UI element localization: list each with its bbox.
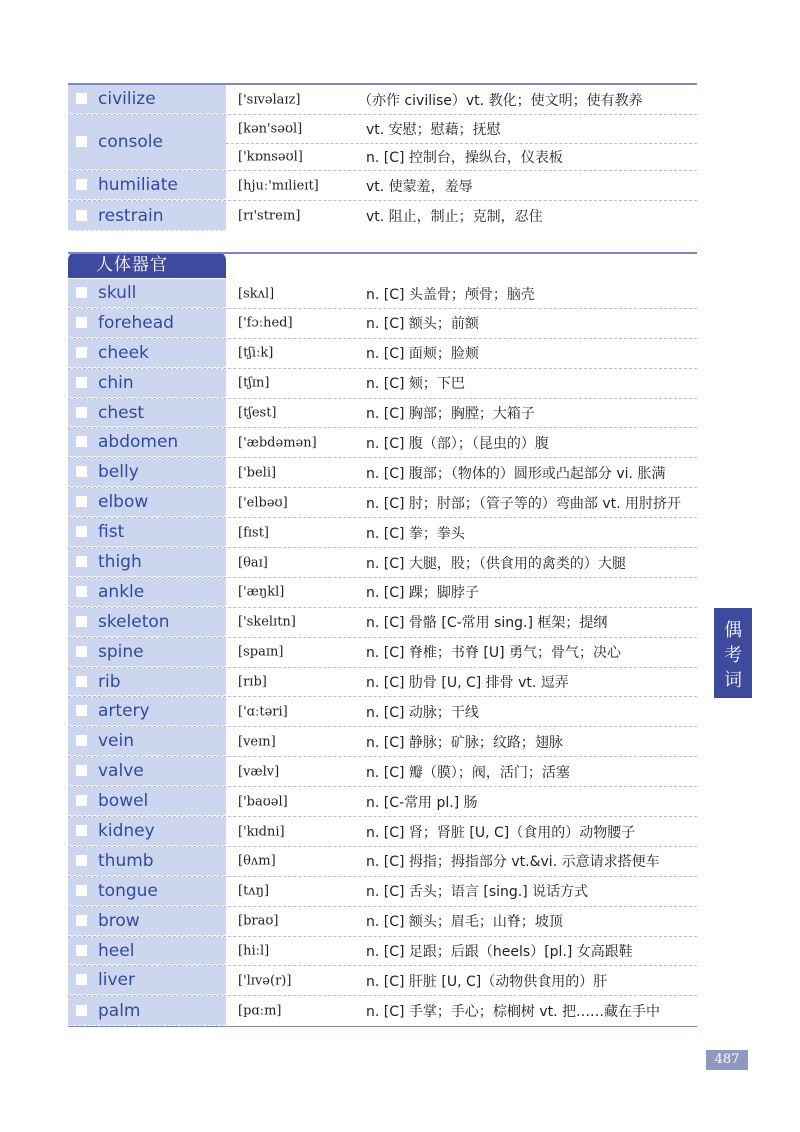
phonetic: ['kɪdni]	[238, 824, 285, 840]
phonetic: ['æŋkl]	[238, 584, 285, 600]
definition: n. [C] 颏；下巴	[366, 376, 465, 393]
definition: n. [C] 足跟；后跟（heels）[pl.] 女高跟鞋	[366, 944, 633, 961]
bullet-icon	[76, 93, 87, 104]
definition: n. [C] 踝；脚脖子	[366, 585, 479, 602]
definition: n. [C] 拇指；拇指部分 vt.&vi. 示意请求搭便车	[366, 854, 660, 871]
vocab-row	[68, 458, 697, 488]
definition: n. [C] 额头；眉毛；山脊；坡顶	[366, 914, 563, 931]
definition: n. [C] 拳；拳头	[366, 525, 465, 542]
definition: n. [C] 肾；肾脏 [U, C]（食用的）动物腰子	[366, 824, 636, 841]
bullet-icon	[76, 705, 87, 716]
vocab-word: cheek	[98, 342, 149, 363]
phonetic: [rɪb]	[238, 674, 267, 690]
page-number: 487	[706, 1050, 748, 1070]
section-rule	[68, 252, 697, 254]
bottom-rule	[68, 1026, 697, 1027]
vocab-row	[68, 787, 697, 817]
definition: n. [C] 大腿，股；（供食用的禽类的）大腿	[366, 555, 626, 572]
definition: n. [C] 面颊；脸颊	[366, 346, 479, 363]
vocab-row	[68, 339, 697, 369]
phonetic: [θʌm]	[238, 853, 276, 869]
bullet-icon	[76, 179, 87, 190]
bullet-icon	[76, 377, 87, 388]
vocab-row	[68, 518, 697, 548]
vocab-row	[68, 877, 697, 907]
phonetic: ['elbəʊ]	[238, 495, 288, 511]
phonetic: [tʃest]	[238, 405, 277, 421]
phonetic: [hjuː'mɪlieɪt]	[238, 178, 319, 194]
vocab-word: palm	[98, 1000, 141, 1021]
bullet-icon	[76, 526, 87, 537]
definition: n. [C] 瓣（膜）；阀，活门；活塞	[366, 764, 570, 781]
vocab-word: brow	[98, 910, 140, 931]
bullet-icon	[76, 915, 87, 926]
definition: n. [C] 动脉；干线	[366, 704, 479, 721]
definition: n. [C-常用 pl.] 肠	[366, 794, 478, 811]
definition: n. [C] 腹（部）；（昆虫的）腹	[366, 435, 549, 452]
definition: n. [C] 额头；前额	[366, 316, 479, 333]
bullet-icon	[76, 735, 87, 746]
vocab-word: abdomen	[98, 432, 179, 453]
side-tab-char: 偶	[724, 620, 742, 641]
definition: vt. 使蒙羞，羞辱	[366, 179, 473, 195]
definition: n. [C] 骨骼 [C-常用 sing.] 框架；提纲	[366, 615, 608, 632]
vocab-row	[68, 488, 697, 518]
bullet-icon	[76, 496, 87, 507]
definition: （亦作 civilise）vt. 教化；使文明；使有教养	[358, 93, 643, 109]
vocab-word: rib	[98, 671, 121, 692]
bullet-icon	[76, 586, 87, 597]
vocab-row	[68, 201, 697, 231]
vocab-row	[68, 399, 697, 429]
bullet-icon	[76, 210, 87, 221]
phonetic: [spaɪn]	[238, 644, 284, 660]
definition: n. [C] 胸部；胸膛；大箱子	[366, 406, 535, 423]
phonetic: ['baʊəl]	[238, 794, 288, 810]
bullet-icon	[76, 407, 87, 418]
vocab-row	[68, 996, 697, 1026]
vocab-table-body-organs	[68, 279, 697, 1026]
vocab-word: thumb	[98, 850, 154, 871]
phonetic: [braʊ]	[238, 913, 279, 929]
bullet-icon	[76, 646, 87, 657]
vocab-word: ankle	[98, 581, 145, 602]
definition: n. [C] 头盖骨；颅骨；脑壳	[366, 286, 535, 303]
bullet-icon	[76, 317, 87, 328]
bullet-icon	[76, 616, 87, 627]
side-tab-char: 考	[724, 645, 742, 666]
phonetic: ['beli]	[238, 465, 277, 481]
phonetic: [tʃiːk]	[238, 345, 274, 361]
phonetic: [fɪst]	[238, 525, 270, 541]
vocab-word: civilize	[98, 89, 156, 109]
vocab-word: tongue	[98, 880, 158, 901]
vocab-word: valve	[98, 761, 144, 782]
bullet-icon	[76, 466, 87, 477]
bullet-icon	[76, 136, 87, 147]
vocab-row	[68, 937, 697, 967]
definition: vt. 阻止，制止；克制，忍住	[366, 209, 543, 225]
vocab-row	[68, 548, 697, 578]
vocab-word: chest	[98, 402, 145, 423]
vocab-word: heel	[98, 940, 135, 961]
bullet-icon	[76, 347, 87, 358]
bullet-icon	[76, 765, 87, 776]
bullet-icon	[76, 825, 87, 836]
vocab-word: thigh	[98, 551, 142, 572]
vocab-row	[68, 171, 697, 201]
vocab-word: humiliate	[98, 175, 178, 195]
phonetic: ['fɔːhed]	[238, 315, 293, 331]
vocab-row	[68, 817, 697, 847]
vocab-row	[68, 309, 697, 339]
definition: n. [C] 控制台，操纵台，仪表板	[366, 150, 563, 166]
phonetic: [θaɪ]	[238, 555, 268, 571]
definition: n. [C] 腹部；（物体的）圆形或凸起部分 vi. 胀满	[366, 465, 666, 482]
vocab-row	[68, 697, 697, 727]
side-tab-char: 词	[724, 670, 742, 691]
bullet-icon	[76, 1005, 87, 1016]
side-tab-label	[714, 608, 752, 698]
bullet-icon	[76, 945, 87, 956]
vocab-word: vein	[98, 731, 135, 752]
vocab-row	[68, 115, 697, 171]
definition: n. [C] 肋骨 [U, C] 排骨 vt. 逗弄	[366, 675, 569, 692]
vocab-row	[68, 638, 697, 668]
section-title: 人体器官	[68, 252, 226, 278]
definition: n. [C] 肘；肘部；（管子等的）弯曲部 vt. 用肘挤开	[366, 495, 682, 512]
definition: n. [C] 静脉；矿脉；纹路；翅脉	[366, 734, 563, 751]
bullet-icon	[76, 436, 87, 447]
vocab-row	[68, 907, 697, 937]
bullet-icon	[76, 885, 87, 896]
vocab-row	[68, 727, 697, 757]
vocab-word: chin	[98, 372, 134, 393]
vocab-word: fist	[98, 522, 125, 543]
phonetic: [tʌŋ]	[238, 883, 270, 899]
vocab-word: console	[98, 132, 163, 152]
vocab-word: restrain	[98, 205, 164, 226]
bullet-icon	[76, 287, 87, 298]
phonetic: [kən'səʊl]	[238, 121, 303, 137]
vocab-word: spine	[98, 641, 144, 662]
vocab-word: bowel	[98, 791, 149, 812]
definition: n. [C] 脊椎；书脊 [U] 勇气；骨气；决心	[366, 645, 621, 662]
vocab-row	[68, 578, 697, 608]
phonetic: ['skelɪtn]	[238, 614, 296, 630]
phonetic: [pɑːm]	[238, 1003, 282, 1019]
vocab-word: belly	[98, 462, 139, 483]
vocab-row	[68, 369, 697, 399]
vocab-row	[68, 279, 697, 309]
bullet-icon	[76, 556, 87, 567]
phonetic: [veɪn]	[238, 734, 276, 750]
vocab-word: kidney	[98, 820, 155, 841]
bullet-icon	[76, 974, 87, 985]
definition: n. [C] 舌头；语言 [sing.] 说话方式	[366, 884, 589, 901]
bullet-icon	[76, 855, 87, 866]
definition: vt. 安慰；慰藉；抚慰	[366, 122, 501, 138]
vocab-word: forehead	[98, 312, 174, 333]
vocab-row	[68, 847, 697, 877]
bullet-icon	[76, 676, 87, 687]
phonetic: ['sɪvəlaɪz]	[238, 92, 301, 108]
phonetic: [hiːl]	[238, 943, 270, 959]
phonetic: [rɪ'streɪn]	[238, 208, 301, 224]
definition: n. [C] 手掌；手心；棕榈树 vt. 把……藏在手中	[366, 1003, 661, 1020]
vocab-word: liver	[98, 970, 135, 991]
vocab-table-general	[68, 85, 697, 231]
vocab-row	[68, 608, 697, 638]
vocab-row	[68, 428, 697, 458]
vocab-row	[68, 966, 697, 996]
vocab-row	[68, 668, 697, 698]
vocab-word: artery	[98, 701, 150, 722]
vocab-row	[68, 85, 697, 115]
phonetic: ['æbdəmən]	[238, 435, 317, 451]
phonetic: [vælv]	[238, 764, 280, 780]
phonetic: ['kɒnsəʊl]	[238, 149, 303, 165]
vocab-word: skull	[98, 282, 137, 303]
definition: n. [C] 肝脏 [U, C]（动物供食用的）肝	[366, 973, 608, 990]
phonetic: ['lɪvə(r)]	[238, 973, 292, 989]
phonetic: [tʃɪn]	[238, 375, 270, 391]
phonetic: [skʌl]	[238, 286, 275, 301]
vocab-word: elbow	[98, 492, 149, 513]
vocab-row	[68, 757, 697, 787]
phonetic: ['ɑːtəri]	[238, 704, 288, 720]
vocab-word: skeleton	[98, 611, 170, 632]
bullet-icon	[76, 795, 87, 806]
